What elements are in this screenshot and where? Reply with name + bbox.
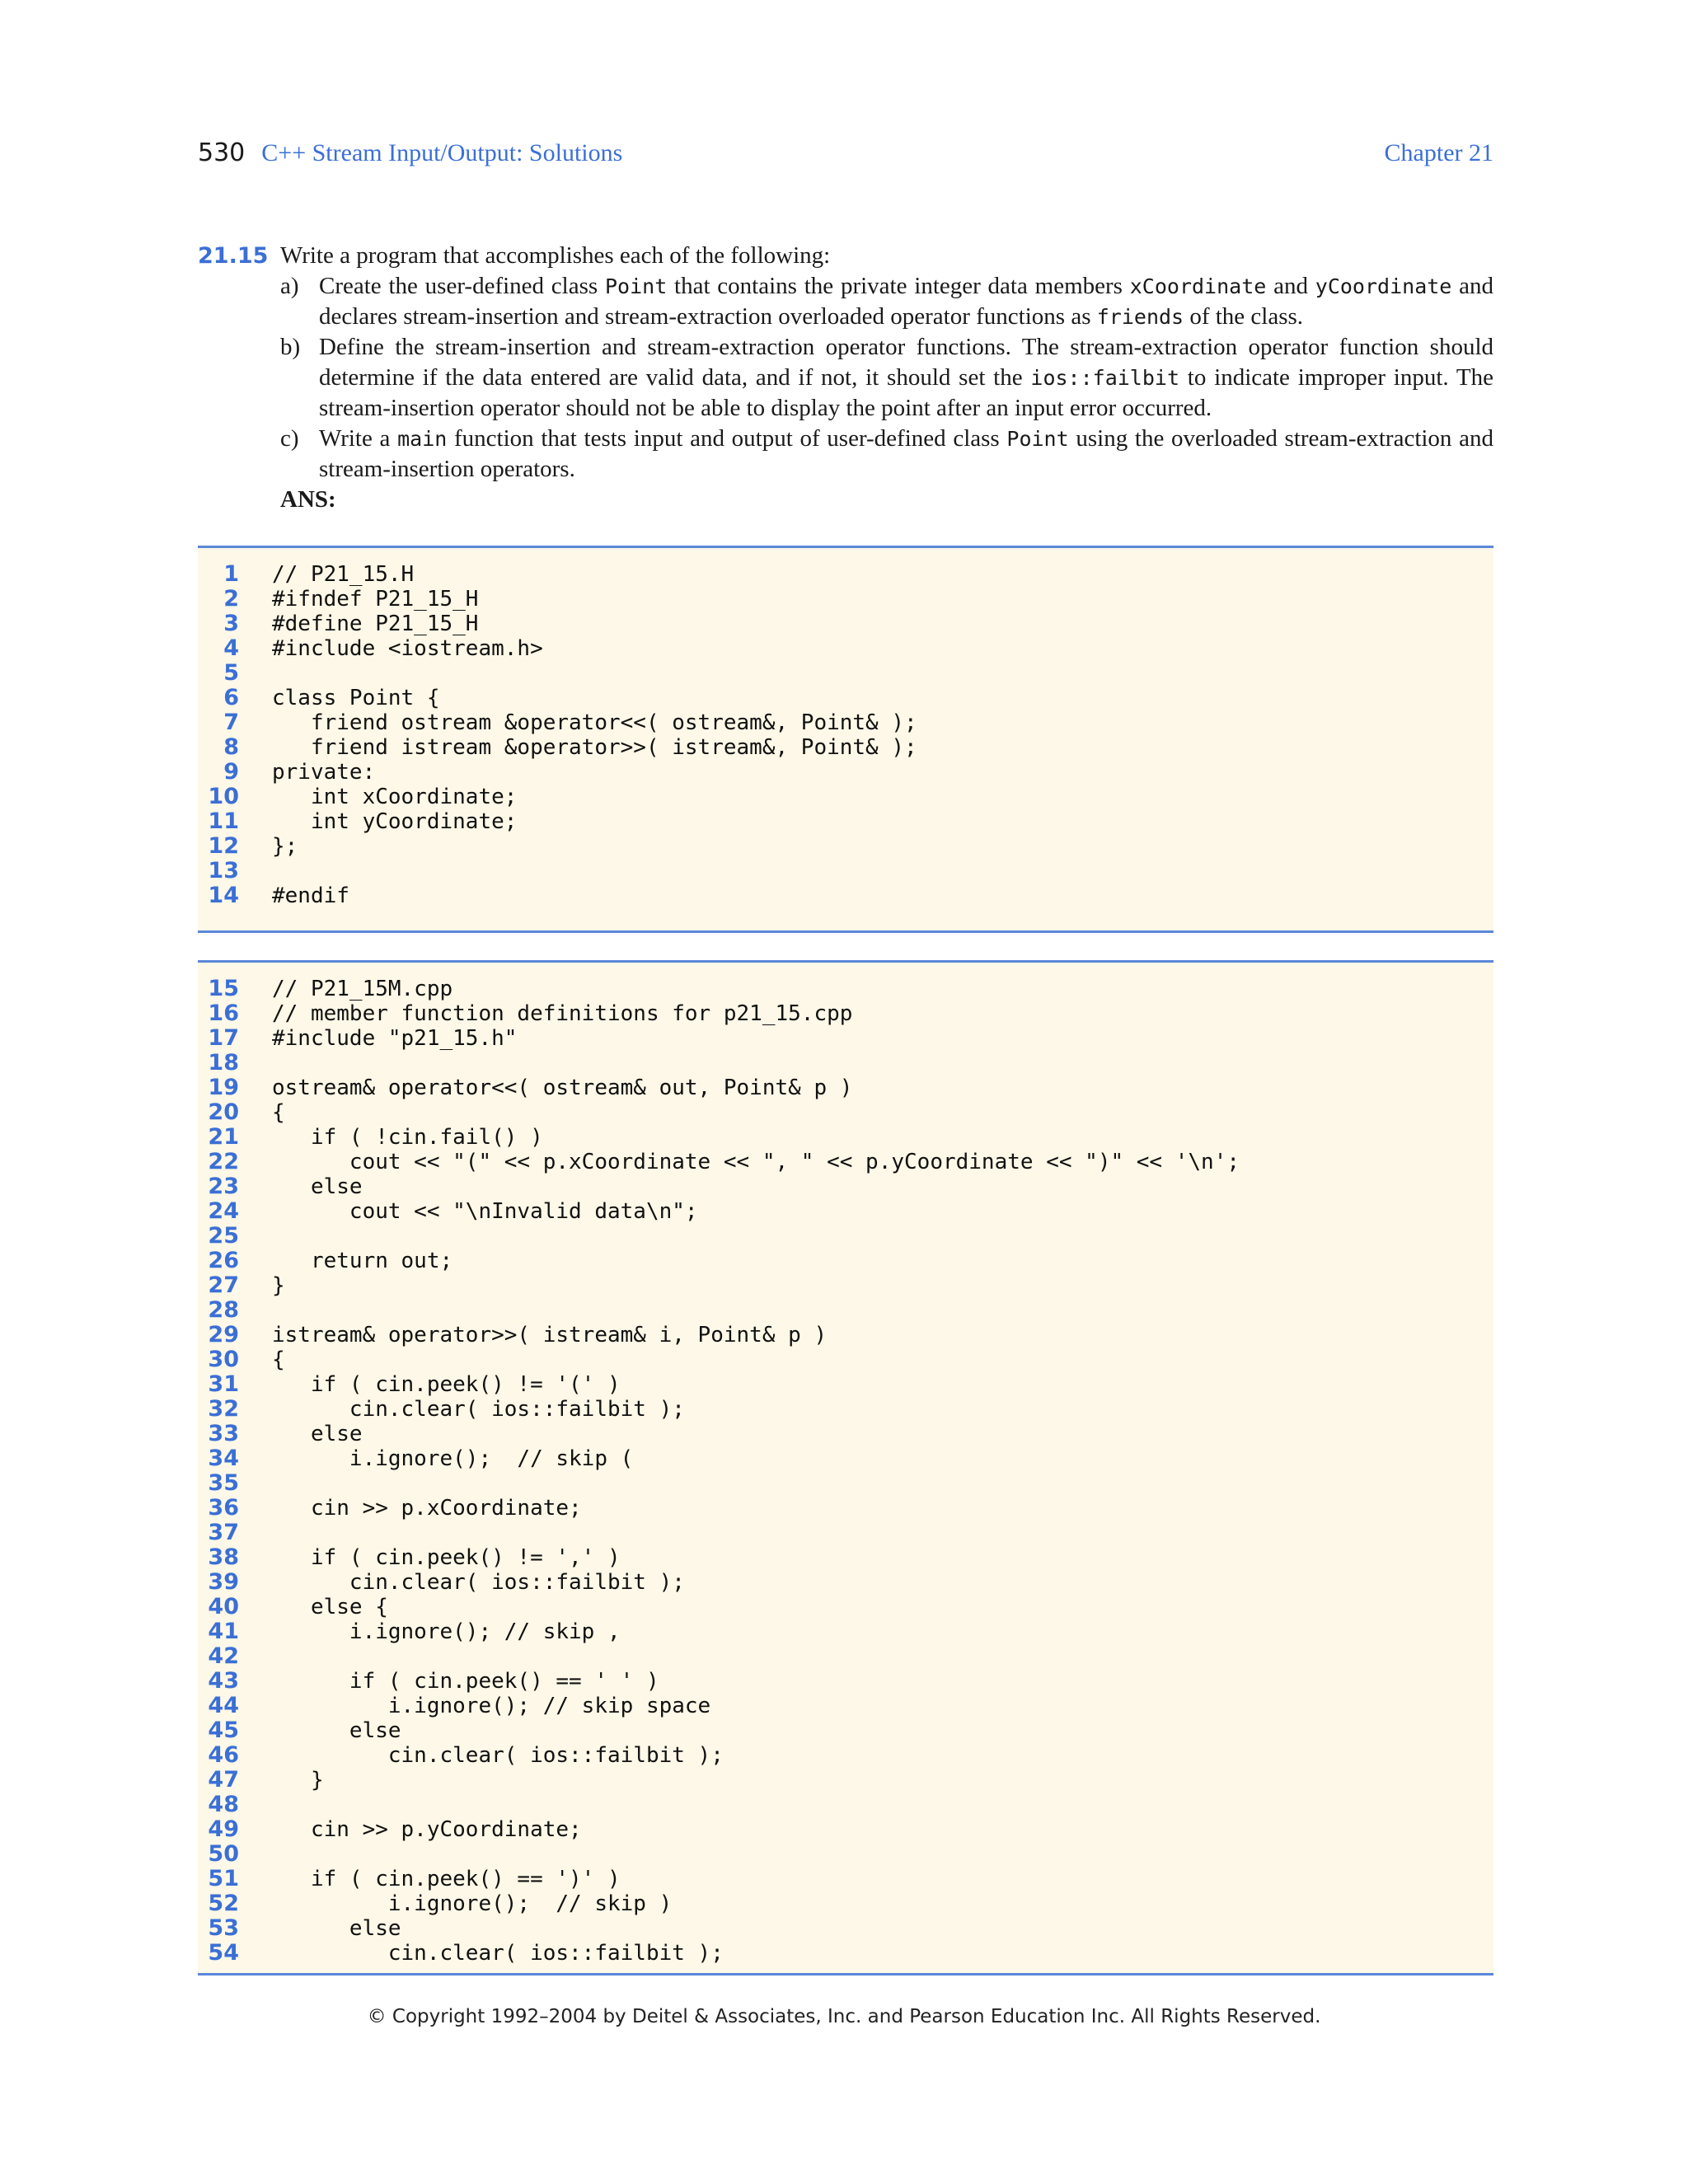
line-number: 24 [208,1198,239,1224]
text-run: using the overloaded stream-extraction and stream-insertion operators. [319,425,1493,482]
code-text: } [272,1273,285,1298]
code-text: else [272,1174,363,1199]
line-number: 45 [208,1718,239,1743]
code-line [198,1273,1493,1298]
line-number: 11 [208,808,239,834]
code-text: // member function definitions for p21_15.cpp [272,1001,853,1026]
line-number: 25 [208,1223,239,1249]
code-term: main [397,427,448,451]
code-line [198,1595,1493,1619]
exercise-item-c [280,424,1493,485]
code-line [198,760,1493,785]
line-number: 4 [223,635,239,661]
line-number: 42 [208,1643,239,1669]
line-number: 53 [208,1915,239,1941]
code-text: int xCoordinate; [272,785,518,809]
text-run: Define the stream-insertion and stream-extraction operator functions. The stream-extraction operator function should determine if the data entered are valid data, and if not, it should set the [319,334,1493,391]
exercise-number: 21.15 [198,243,269,269]
copyright-footer: © Copyright 1992–2004 by Deitel & Associates, Inc. and Pearson Education Inc. All Rights Reserved. [367,2006,1321,2027]
code-line [198,1174,1493,1199]
line-number: 8 [223,734,239,760]
line-number: 50 [208,1841,239,1867]
answer-label: ANS: [280,486,336,513]
line-number: 37 [208,1520,239,1545]
code-text: class Point { [272,686,440,710]
code-text: #define P21_15_H [272,612,479,636]
page-header [198,138,1493,180]
code-text: i.ignore(); // skip ) [272,1891,673,1916]
code-text: { [272,1100,285,1125]
code-line [198,1793,1493,1817]
line-number: 7 [223,710,239,735]
line-number: 33 [208,1421,239,1446]
code-text: #include <iostream.h> [272,636,543,661]
code-line [198,1249,1493,1273]
line-number: 3 [223,611,239,636]
code-line [198,1100,1493,1125]
line-number: 10 [208,784,239,809]
code-line [198,661,1493,686]
exercise-body [280,241,1493,515]
line-number: 15 [208,976,239,1001]
code-block-header-file [198,546,1493,933]
code-text: i.ignore(); // skip , [272,1619,621,1644]
code-text: cin >> p.yCoordinate; [272,1817,582,1842]
code-text: #include "p21_15.h" [272,1026,518,1051]
code-line [198,1521,1493,1545]
exercise-item-b [280,332,1493,424]
code-term: ios::failbit [1030,366,1180,390]
line-number: 26 [208,1248,239,1273]
code-line [198,1694,1493,1718]
item-label: c) [280,425,299,452]
code-line [198,1125,1493,1150]
line-number: 43 [208,1668,239,1694]
code-line [198,1817,1493,1842]
code-line [198,1150,1493,1174]
line-number: 46 [208,1742,239,1768]
text-run: Create the user-defined class [319,273,605,299]
code-line [198,1323,1493,1347]
code-text: int yCoordinate; [272,809,518,834]
page-number: 530 [198,138,246,167]
code-line [198,1026,1493,1051]
code-text: #ifndef P21_15_H [272,587,479,612]
code-line [198,1199,1493,1224]
code-line [198,1867,1493,1891]
line-number: 32 [208,1396,239,1422]
code-line [198,1619,1493,1644]
line-number: 17 [208,1025,239,1051]
text-run: function that tests input and output of user-defined class [447,425,1007,452]
code-text: ostream& operator<<( ostream& out, Point& p ) [272,1076,853,1100]
code-line [198,785,1493,809]
code-line [198,636,1493,661]
code-line [198,1298,1493,1323]
line-number: 41 [208,1619,239,1644]
code-line [198,1372,1493,1397]
line-number: 29 [208,1322,239,1347]
code-line [198,809,1493,834]
code-text: // P21_15M.cpp [272,977,453,1001]
line-number: 2 [223,586,239,612]
code-text: private: [272,760,376,785]
exercise-intro: Write a program that accomplishes each of the following: [280,242,831,269]
exercise-intro-row [198,241,1493,515]
code-line [198,1446,1493,1471]
code-line [198,1076,1493,1100]
text-run: to indicate improper input. The stream-insertion operator should not be able to display the point after an input error occurred. [319,364,1493,421]
code-line [198,1941,1493,1966]
line-number: 52 [208,1891,239,1916]
code-line [198,1496,1493,1521]
code-line [198,612,1493,636]
code-line [198,1545,1493,1570]
code-line [198,834,1493,859]
code-block-member-functions [198,960,1493,1975]
line-number: 18 [208,1050,239,1076]
code-text: cin.clear( ios::failbit ); [272,1397,685,1422]
exercise-21-15 [198,241,1493,515]
line-number: 16 [208,1001,239,1026]
line-number: 5 [223,660,239,686]
text-run: of the class. [1184,303,1304,330]
line-number: 39 [208,1569,239,1595]
code-text: cin.clear( ios::failbit ); [272,1743,724,1768]
code-line [198,1768,1493,1793]
code-line [198,1051,1493,1076]
code-line [198,1743,1493,1768]
line-number: 12 [208,833,239,859]
code-text: cin.clear( ios::failbit ); [272,1941,724,1966]
code-text: cin >> p.xCoordinate; [272,1496,582,1521]
line-number: 49 [208,1816,239,1842]
code-text: friend istream &operator>>( istream&, Point& ); [272,735,917,760]
line-number: 34 [208,1446,239,1471]
code-line [198,1397,1493,1422]
line-number: 27 [208,1272,239,1298]
line-number: 47 [208,1767,239,1793]
code-text: if ( !cin.fail() ) [272,1125,543,1150]
code-line [198,1644,1493,1669]
code-line [198,1471,1493,1496]
code-line [198,735,1493,760]
line-number: 19 [208,1075,239,1100]
exercise-item-a [280,271,1493,332]
line-number: 44 [208,1693,239,1718]
code-text: }; [272,834,298,859]
line-number: 20 [208,1099,239,1125]
line-number: 28 [208,1297,239,1323]
code-line [198,883,1493,908]
code-term: xCoordinate [1129,274,1267,298]
item-label: a) [280,273,299,299]
text-run: and [1266,273,1315,299]
code-line [198,1347,1493,1372]
line-number: 31 [208,1371,239,1397]
line-number: 21 [208,1124,239,1150]
line-number: 51 [208,1866,239,1891]
line-number: 54 [208,1940,239,1966]
text-run: Write a [319,425,398,452]
code-line [198,686,1493,710]
line-number: 40 [208,1594,239,1619]
code-line [198,1916,1493,1941]
chapter-title: C++ Stream Input/Output: Solutions [261,139,623,166]
code-term: friends [1096,305,1184,329]
line-number: 30 [208,1347,239,1372]
code-line [198,1718,1493,1743]
item-text [319,424,1493,485]
code-line [198,1570,1493,1595]
code-line [198,1001,1493,1026]
code-line [198,859,1493,883]
code-line [198,1224,1493,1249]
code-line [198,587,1493,612]
code-line [198,977,1493,1001]
code-text: i.ignore(); // skip ( [272,1446,634,1471]
code-text: if ( cin.peek() != ',' ) [272,1545,621,1570]
code-text: if ( cin.peek() == ' ' ) [272,1669,659,1694]
code-line [198,1669,1493,1694]
code-line [198,710,1493,735]
code-text: return out; [272,1249,453,1273]
code-term: Point [1006,427,1069,451]
line-number: 9 [223,759,239,785]
line-number: 36 [208,1495,239,1521]
code-text: friend ostream &operator<<( ostream&, Point& ); [272,710,917,735]
item-text [319,332,1493,424]
code-text: // P21_15.H [272,562,415,587]
code-text: cout << "\nInvalid data\n"; [272,1199,698,1224]
line-number: 23 [208,1174,239,1199]
code-line [198,1842,1493,1867]
code-text: if ( cin.peek() == ')' ) [272,1867,621,1891]
code-text: } [272,1768,324,1793]
code-text: #endif [272,883,349,908]
code-term: Point [604,274,668,298]
code-text: cin.clear( ios::failbit ); [272,1570,685,1595]
line-number: 14 [208,883,239,908]
code-text: { [272,1347,285,1372]
code-term: yCoordinate [1315,274,1452,298]
code-text: else { [272,1595,388,1619]
code-line [198,562,1493,587]
chapter-reference: Chapter 21 [1384,139,1493,166]
line-number: 38 [208,1544,239,1570]
code-text: istream& operator>>( istream& i, Point& p ) [272,1323,828,1347]
line-number: 13 [208,858,239,883]
line-number: 35 [208,1470,239,1496]
code-text: i.ignore(); // skip space [272,1694,711,1718]
line-number: 48 [208,1792,239,1817]
text-run: that contains the private integer data members [667,273,1130,299]
line-number: 6 [223,685,239,710]
text-run: and declares stream-insertion and stream-extraction overloaded operator functions as [319,273,1494,330]
code-text: if ( cin.peek() != '(' ) [272,1372,621,1397]
code-text: else [272,1916,401,1941]
line-number: 1 [223,561,239,587]
line-number: 22 [208,1149,239,1174]
code-text: cout << "(" << p.xCoordinate << ", " << p.yCoordinate << ")" << '\n'; [272,1150,1240,1174]
item-text [319,271,1493,332]
item-label: b) [280,334,301,360]
code-line [198,1891,1493,1916]
code-text: else [272,1718,401,1743]
code-text: else [272,1422,363,1446]
code-line [198,1422,1493,1446]
